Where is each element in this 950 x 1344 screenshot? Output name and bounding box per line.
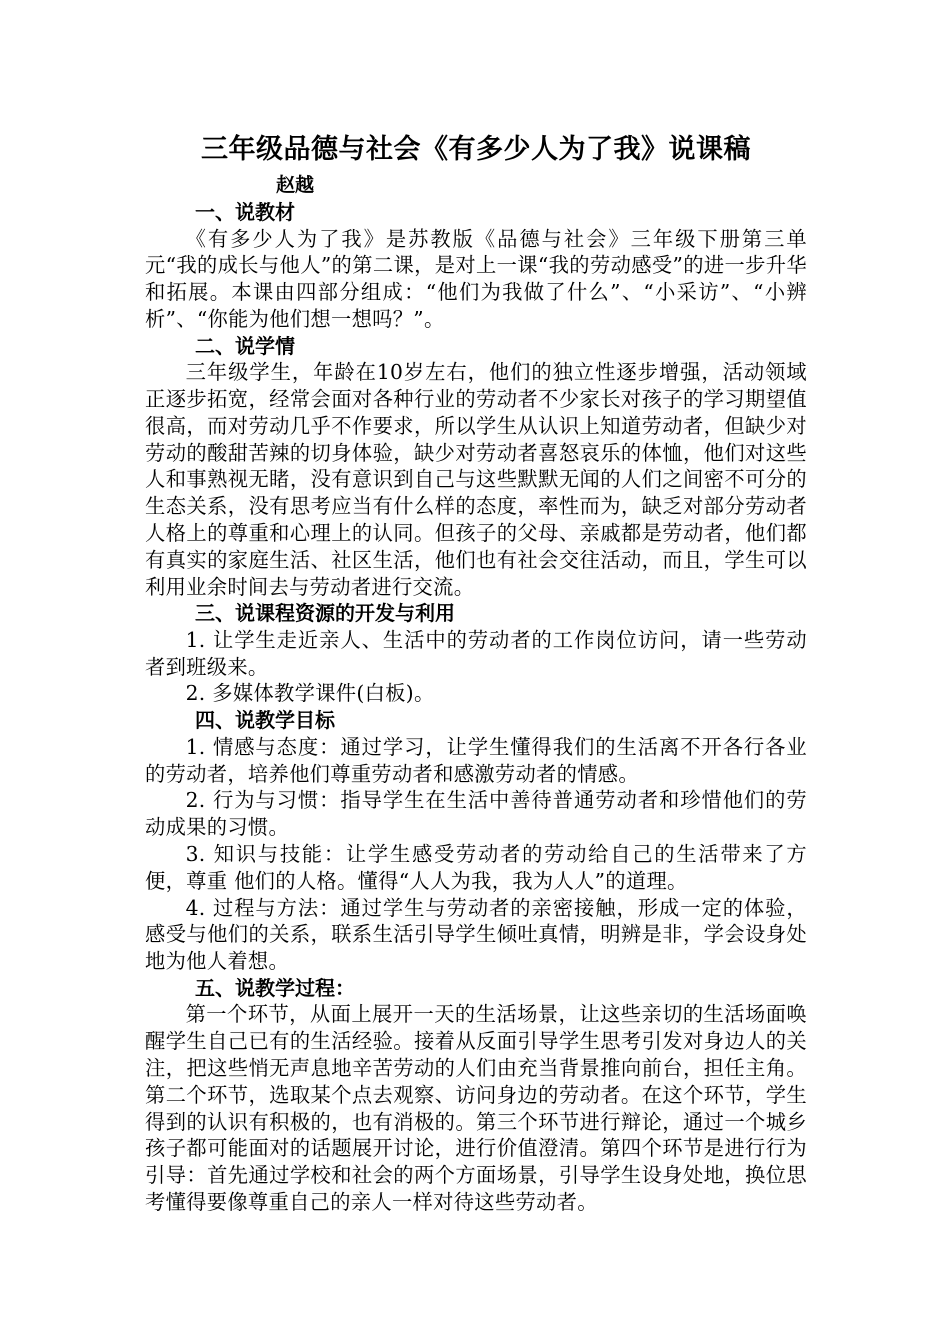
section-paragraph: 1. 让学生走近亲人、生活中的劳动者的工作岗位访问，请一些劳动者到班级来。 bbox=[145, 627, 807, 679]
section-heading: 四、说教学目标 bbox=[195, 708, 335, 733]
section-teaching-process bbox=[145, 975, 807, 1216]
section-heading: 二、说学情 bbox=[195, 333, 295, 358]
section-heading: 一、说教材 bbox=[195, 200, 295, 224]
section-heading: 五、说教学过程： bbox=[195, 975, 355, 1000]
section-paragraph: 1. 情感与态度：通过学习，让学生懂得我们的生活离不开各行各业的劳动者，培养他们尊重劳动者和感激劳动者的情感。 bbox=[145, 734, 807, 786]
section-teaching-goals bbox=[145, 707, 807, 975]
section-resources bbox=[145, 600, 807, 707]
section-paragraph: 2. 行为与习惯：指导学生在生活中善待普通劳动者和珍惜他们的劳动成果的习惯。 bbox=[145, 788, 807, 840]
document-body bbox=[145, 128, 807, 1216]
section-paragraph: 2. 多媒体教学课件(白板)。 bbox=[185, 681, 435, 706]
author-name: 赵越 bbox=[276, 174, 315, 196]
section-paragraph: 4. 过程与方法：通过学生与劳动者的亲密接触，形成一定的体验，感受与他们的关系，联系生活引导学生倾吐真情，明辨是非，学会设身处地为他人着想。 bbox=[145, 895, 807, 974]
section-paragraph: 第一个环节，从面上展开一天的生活场景，让这些亲切的生活场面唤醒学生自己已有的生活经验。接着从反面引导学生思考引发对身边人的关注，把这些悄无声息地辛苦劳动的人们由充当背景推向前台，担任主角。第二个环节，选取某个点去观察、访问身边的劳动者。在这个环节，学生得到的认识有积极的，也有消极的。第三个环节进行辩论，通过一个城乡孩子都可能面对的话题展开讨论，进行价值澄清。第四个环节是进行行为引导：首先通过学校和社会的两个方面场景，引导学生设身处地，换位思考懂得要像尊重自己的亲人一样对待这些劳动者。 bbox=[145, 1002, 807, 1214]
section-teaching-material bbox=[145, 199, 807, 333]
section-paragraph: 三年级学生，年龄在10岁左右，他们的独立性逐步增强，活动领域正逐步拓宽，经常会面对各种行业的劳动者不少家长对孩子的学习期望值很高，而对劳动几乎不作要求，所以学生从认识上知道劳动者，但缺少对劳动的酸甜苦辣的切身体验，缺少对劳动者喜怒哀乐的体恤，他们对这些人和事熟视无睹，没有意识到自己与这些默默无闻的人们之间密不可分的生态关系，没有思考应当有什么样的态度，率性而为，缺乏对部分劳动者人格上的尊重和心理上的认同。但孩子的父母、亲戚都是劳动者，他们都有真实的家庭生活、社区生活，他们也有社会交往活动，而且，学生可以利用业余时间去与劳动者进行交流。 bbox=[145, 360, 807, 599]
section-student-situation bbox=[145, 333, 807, 601]
section-heading: 三、说课程资源的开发与利用 bbox=[195, 601, 455, 626]
section-paragraph: 《有多少人为了我》是苏教版《品德与社会》三年级下册第三单元“我的成长与他人”的第二课，是对上一课“我的劳动感受”的进一步升华和拓展。本课由四部分组成：“他们为我做了什么”、“小采访”、“小辨析”、“你能为他们想一想吗？”。 bbox=[145, 226, 807, 331]
section-paragraph: 3. 知识与技能：让学生感受劳动者的劳动给自己的生活带来了方便，尊重 他们的人格。懂得“人人为我，我为人人”的道理。 bbox=[145, 841, 807, 893]
document-title: 三年级品德与社会《有多少人为了我》说课稿 bbox=[201, 134, 751, 165]
